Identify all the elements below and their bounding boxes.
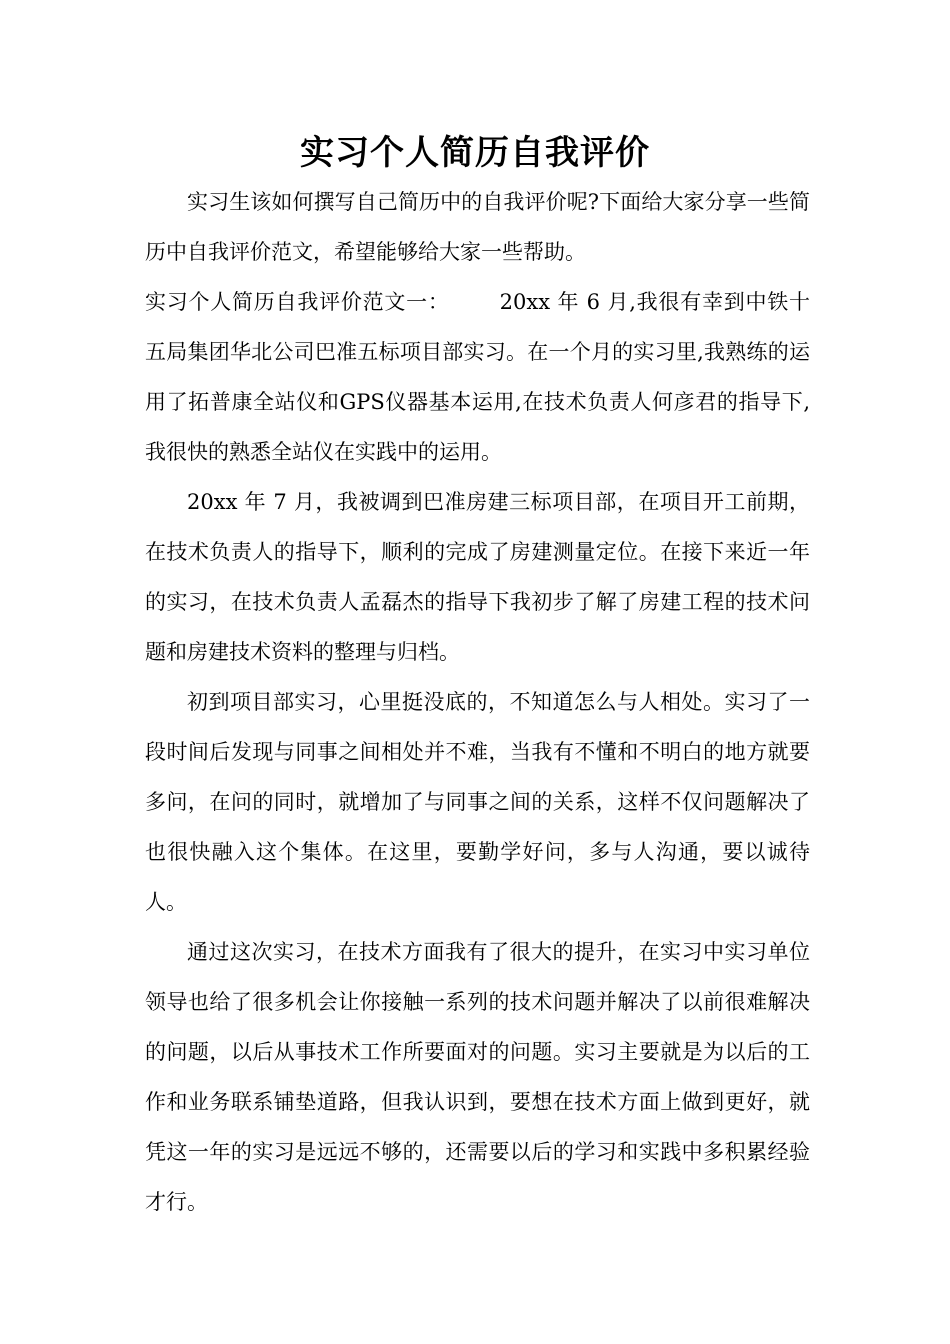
document-body [145, 177, 810, 1227]
document-title: 实习个人简历自我评价 [300, 133, 650, 173]
body-paragraph: 通过这次实习，在技术方面我有了很大的提升，在实习中实习单位领导也给了很多机会让你接触一系列的技术问题并解决了以前很难解决的问题，以后从事技术工作所要面对的问题。实习主要就是为以后的工作和业务联系铺垫道路，但我认识到，要想在技术方面上做到更好，就凭这一年的实习是远远不够的，还需要以后的学习和实践中多积累经验才行。 [145, 940, 810, 1214]
sample-first-text: 20xx 年 6 月,我很有幸到中铁十五局集团华北公司巴准五标项目部实习。在一个月的实习里,我熟练的运用了拓普康全站仪和GPS仪器基本运用,在技术负责人何彦君的指导下,我很快的熟悉全站仪在实践中的运用。 [145, 290, 810, 464]
sample-paragraph [145, 277, 810, 477]
sample-heading: 实习个人简历自我评价范文一： [145, 290, 450, 314]
intro-paragraph: 实习生该如何撰写自己简历中的自我评价呢?下面给大家分享一些简历中自我评价范文，希望能够给大家一些帮助。 [145, 190, 810, 264]
body-paragraph: 20xx 年 7 月，我被调到巴准房建三标项目部，在项目开工前期，在技术负责人的指导下，顺利的完成了房建测量定位。在接下来近一年的实习，在技术负责人孟磊杰的指导下我初步了解了房建工程的技术问题和房建技术资料的整理与归档。 [145, 490, 810, 664]
body-paragraph: 初到项目部实习，心里挺没底的，不知道怎么与人相处。实习了一段时间后发现与同事之间相处并不难，当我有不懂和不明白的地方就要多问，在问的同时，就增加了与同事之间的关系，这样不仅问题解决了也很快融入这个集体。在这里，要勤学好问，多与人沟通，要以诚待人。 [145, 690, 810, 914]
